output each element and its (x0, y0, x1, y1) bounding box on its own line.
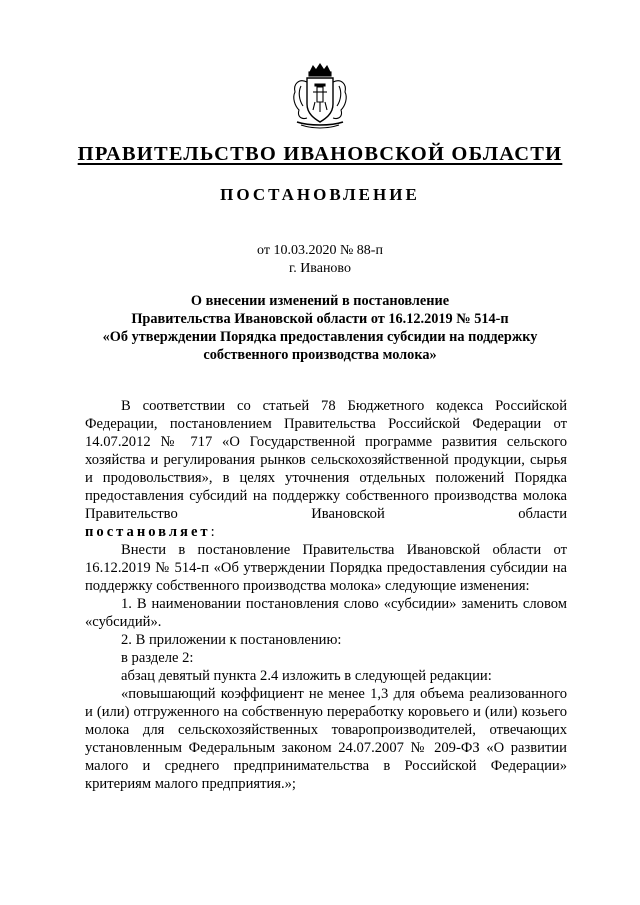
date-number: от 10.03.2020 № 88-п (257, 243, 383, 258)
subject-line: «Об утверждении Порядка предоставления субсидии на поддержку (102, 329, 538, 345)
resolves-line (85, 523, 567, 541)
preamble-paragraph: В соответствии со статьей 78 Бюджетного кодекса Российской Федерации, постановлением Правительства Российской Федерации от 14.07.2012 № 717 «О Государственной программе развития сельского хозяйства и регулирования рынков сельскохозяйственной продукции, сырья и продовольствия», в целях уточнения отдельных положений Порядка предоставления субсидий на поддержку собственного производства молока Правительство Ивановской области (85, 398, 567, 522)
subject-line: собственного производства молока» (203, 347, 437, 363)
item-2-paragraph: 2. В приложении к постановлению: (121, 632, 342, 648)
resolves-punct: : (210, 524, 215, 540)
paragraph-reference: абзац девятый пункта 2.4 изложить в следующей редакции: (121, 668, 492, 684)
document-body (85, 397, 567, 793)
item-1-paragraph: 1. В наименовании постановления слово «субсидии» заменить словом «субсидий». (85, 596, 567, 630)
coat-of-arms-emblem (289, 62, 351, 130)
document-subject (60, 292, 580, 364)
subject-line: О внесении изменений в постановление (190, 293, 450, 309)
quoted-text: «повышающий коэффициент не менее 1,3 для объема реализованного и (или) отгруженного на собственную переработку коровьего и (или) козьего молока для сельскохозяйственных товаропроизводителей, отвечающих установленным Федеральным законом 24.07.2007 № 209-ФЗ «О развитии малого и среднего предпринимательства в Российской Федерации» критериям малого предприятия.»; (85, 686, 567, 792)
document-type: ПОСТАНОВЛЕНИЕ (220, 185, 420, 204)
resolves-word: постановляет (85, 524, 211, 540)
government-title: ПРАВИТЕЛЬСТВО ИВАНОВСКОЙ ОБЛАСТИ (77, 143, 563, 165)
city: г. Иваново (289, 261, 351, 276)
intro-paragraph: Внести в постановление Правительства Ивановской области от 16.12.2019 № 514-п «Об утверждении Порядка предоставления субсидии на поддержку собственного производства молока» следующие изменения: (85, 542, 567, 594)
section-line: в разделе 2: (121, 650, 194, 666)
subject-line: Правительства Ивановской области от 16.12.2019 № 514-п (131, 311, 509, 327)
